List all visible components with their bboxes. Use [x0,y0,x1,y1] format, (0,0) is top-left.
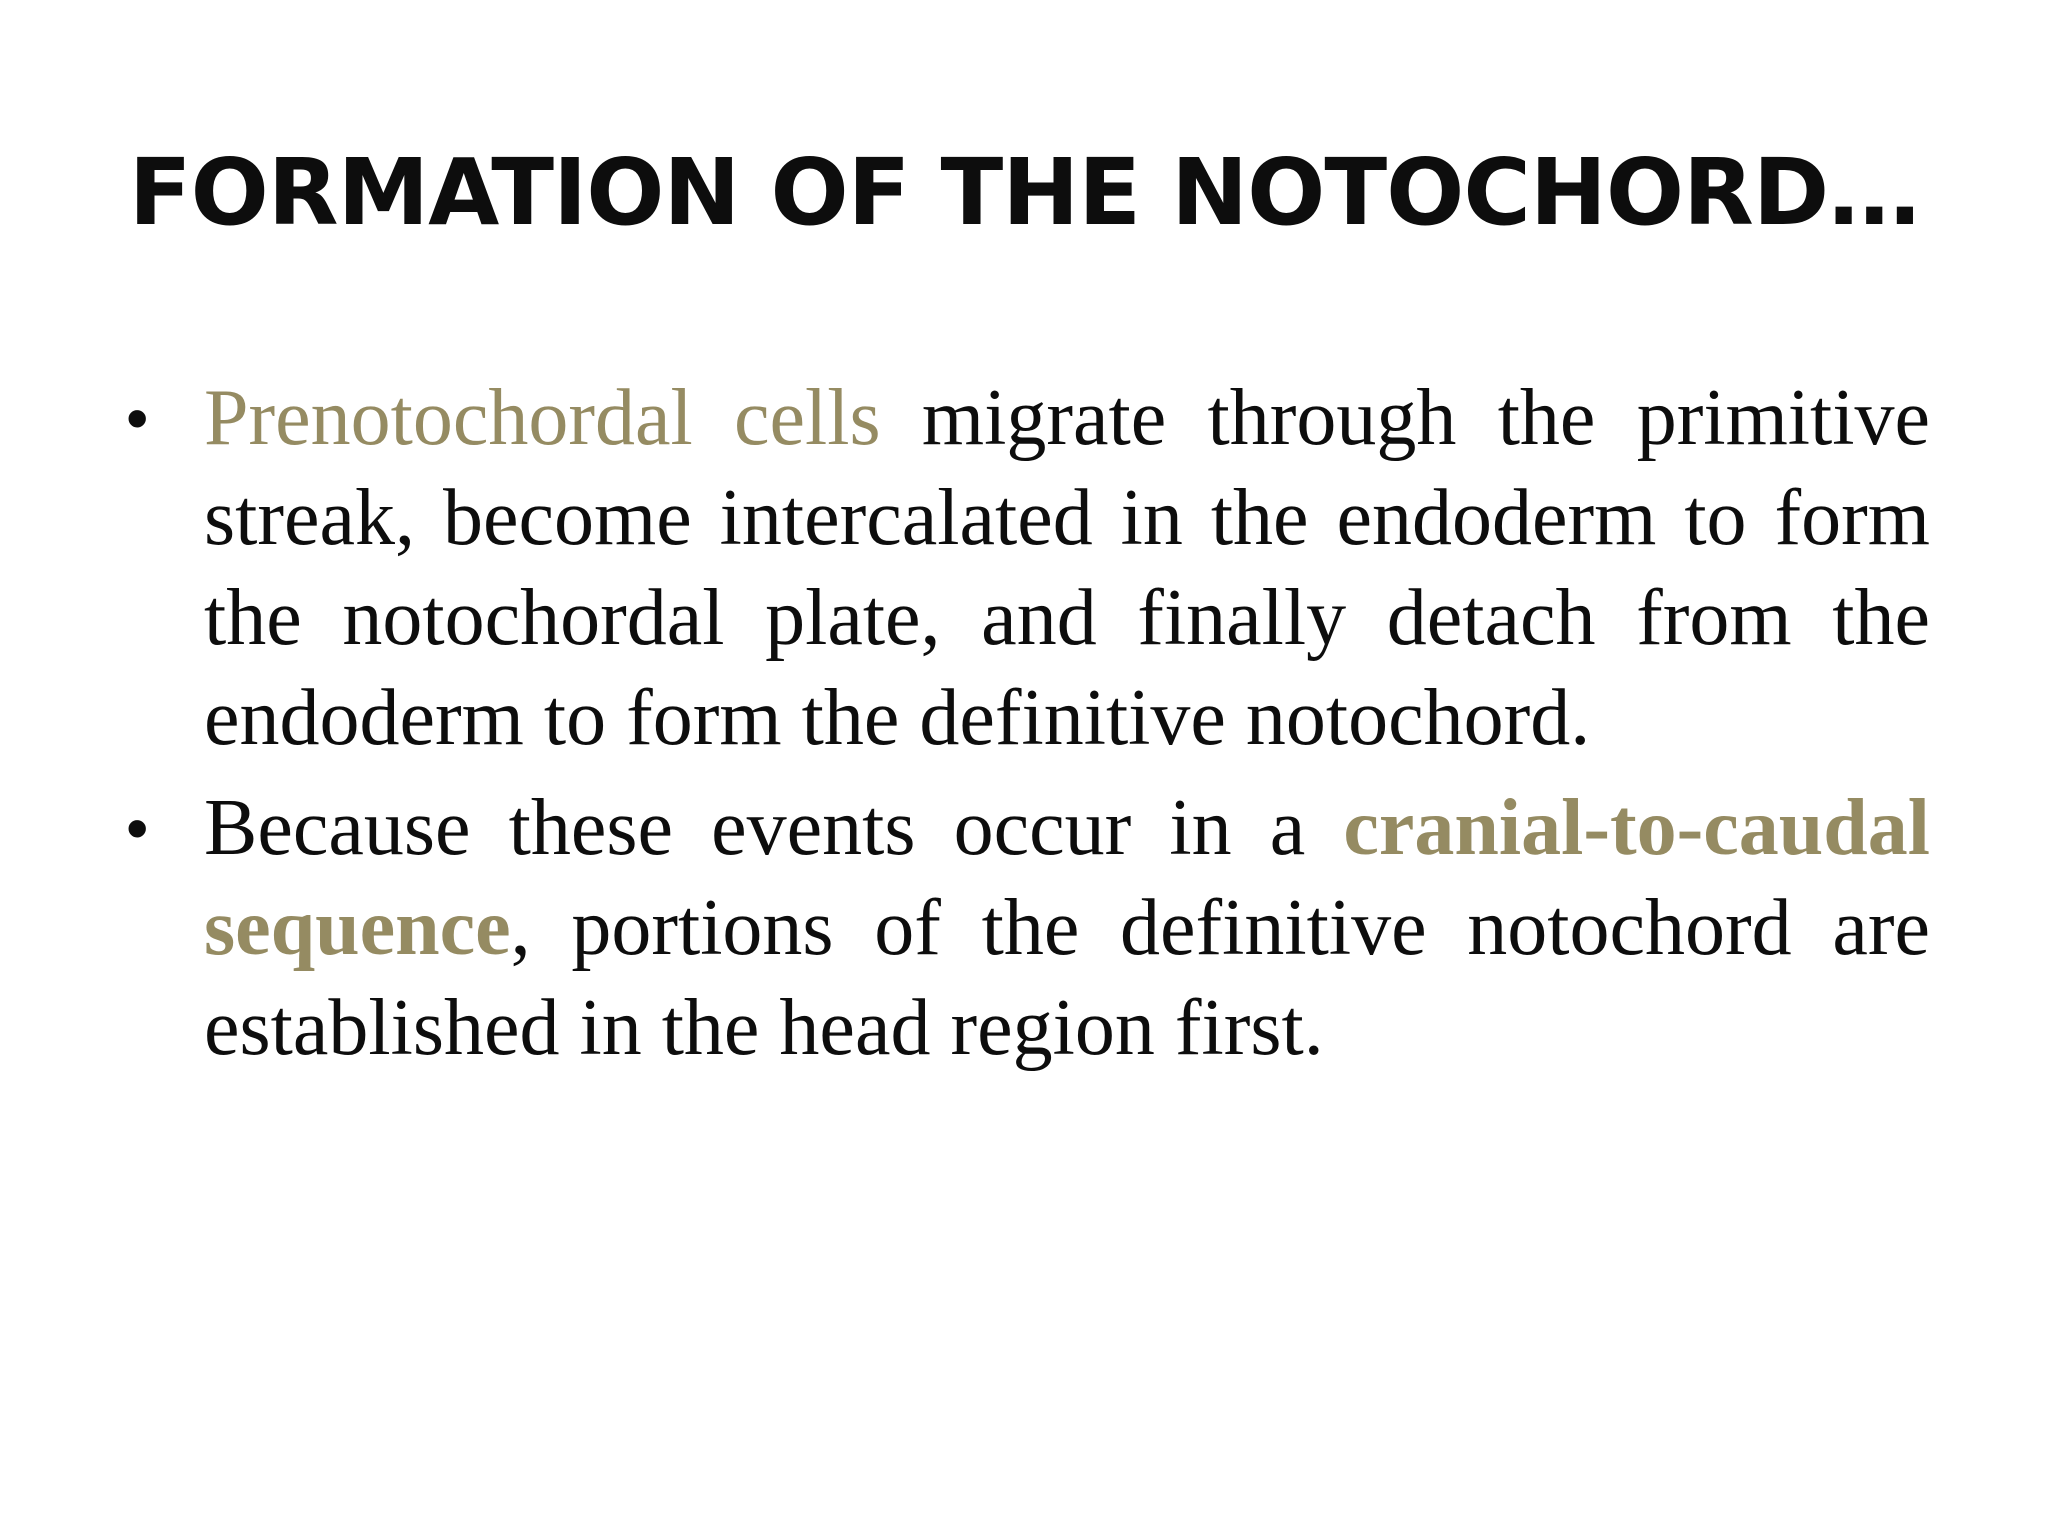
bullet-text-1: migrate through the primitive streak, become intercalated in the endoderm to form the notochordal plate, and finally detach from the endoderm to form the definitive notochord. [204,374,1930,762]
bullet-text-2-after: , portions of the definitive notochord are established in the head region first. [204,884,1930,1072]
bullet-dot-icon: • [126,382,149,454]
bullet-list [118,368,1930,1088]
slide-title: FORMATION OF THE NOTOCHORD… [128,139,1920,246]
bullet-text-2-before: Because these events occur in a [204,784,1344,872]
highlight-cranial-to-caudal-sequence: cranial-to-caudal sequence [204,784,1930,972]
bullet-item-cranial-to-caudal [118,778,1930,1078]
bullet-dot-icon: • [126,792,149,864]
bullet-item-prenotochordal-cells [118,368,1930,768]
highlight-prenotochordal-cells: Prenotochordal cells [204,374,881,462]
